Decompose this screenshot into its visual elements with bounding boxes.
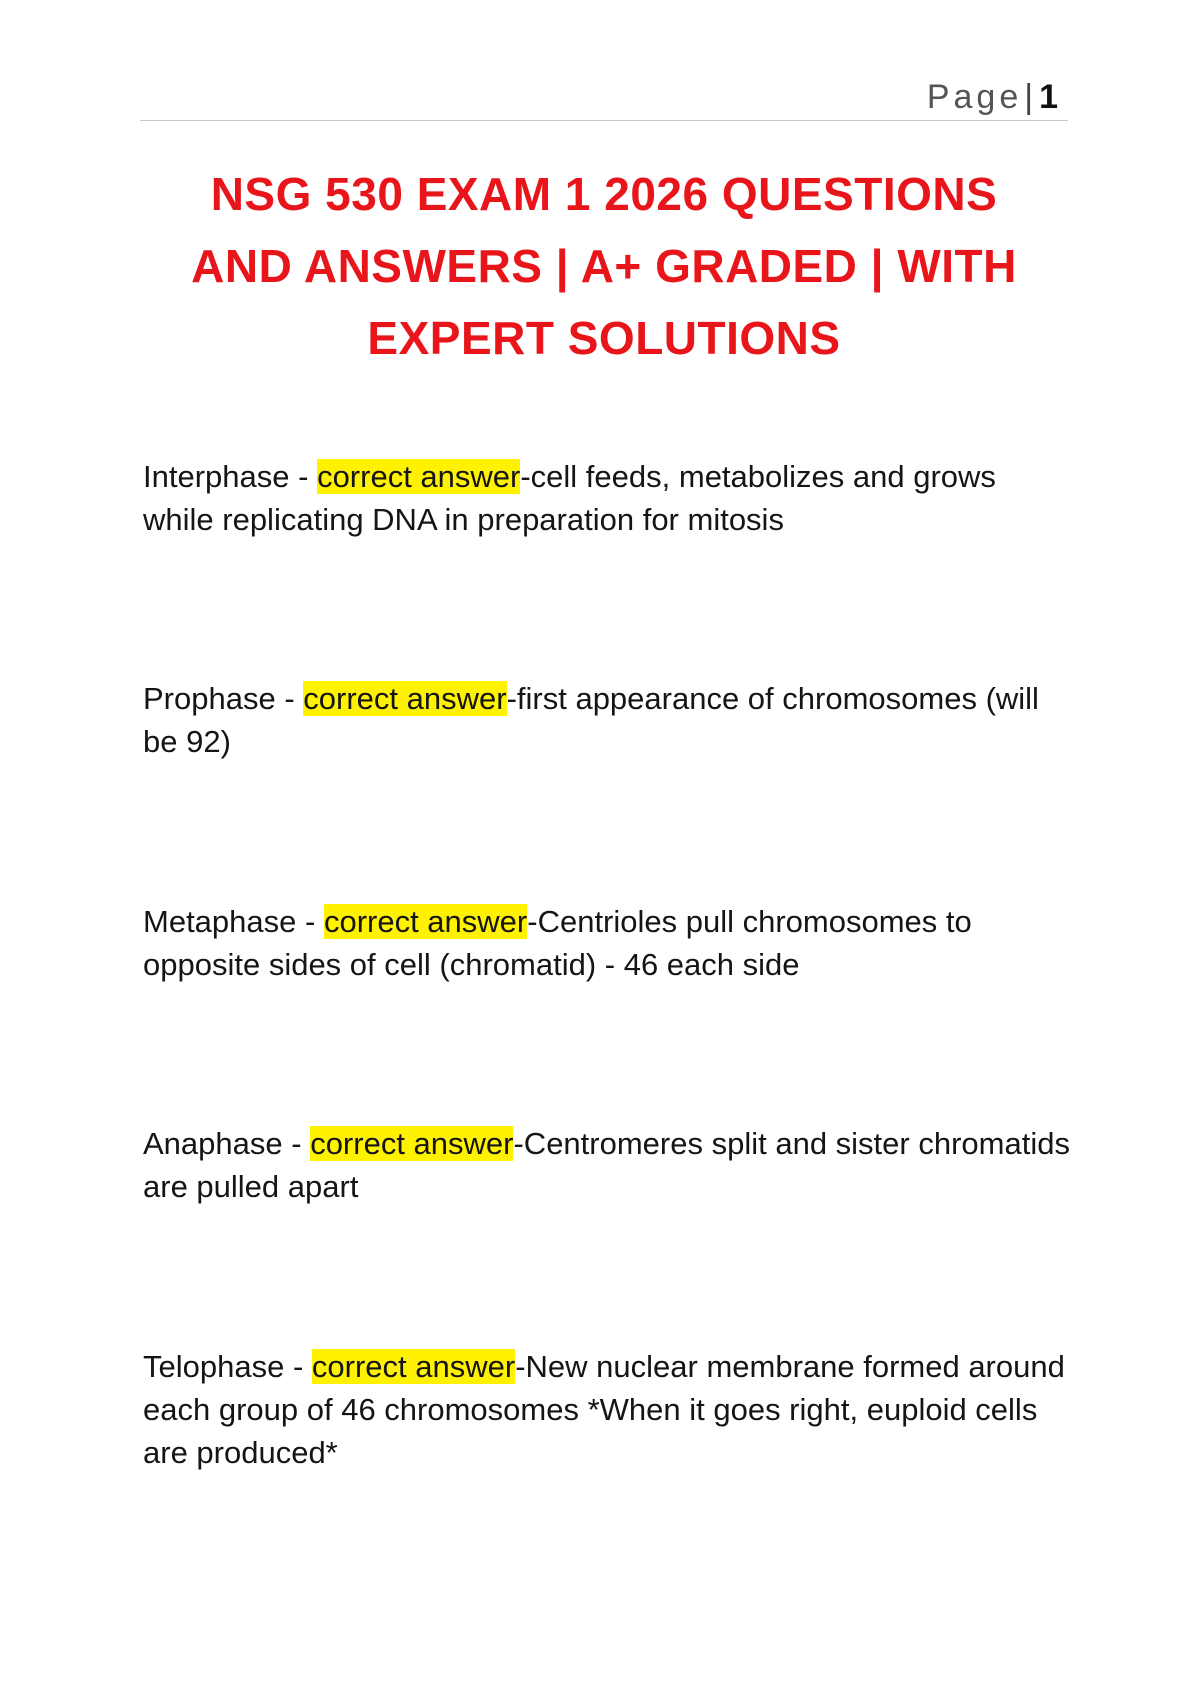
qa-item-telophase: [143, 1345, 1073, 1474]
qa-item-prophase: [143, 677, 1073, 763]
page-number-label: [927, 78, 1058, 117]
page-word: Page: [926, 78, 1023, 116]
qa-dash: -: [296, 904, 324, 939]
qa-term: Interphase: [143, 459, 290, 494]
document-title: [140, 158, 1068, 374]
page-header: [140, 72, 1068, 121]
correct-answer-highlight: correct answer: [317, 459, 521, 494]
page-separator: |: [1024, 78, 1034, 116]
qa-term: Metaphase: [143, 904, 297, 939]
qa-term: Prophase: [143, 681, 276, 716]
qa-term: Telophase: [143, 1349, 285, 1384]
title-line-3: EXPERT SOLUTIONS: [367, 312, 841, 364]
correct-answer-highlight: correct answer: [303, 681, 507, 716]
qa-answer: -cell feeds, metabolizes and grows while replicating DNA in preparation for mitosis: [143, 459, 996, 537]
page-number: 1: [1039, 78, 1058, 116]
qa-dash: -: [282, 1126, 311, 1161]
qa-dash: -: [284, 1349, 312, 1384]
qa-answer: -first appearance of chromosomes (will be 92): [143, 681, 1039, 759]
qa-answer: -New nuclear membrane formed around each group of 46 chromosomes *When it goes right, euploid cells are produced*: [143, 1349, 1065, 1470]
correct-answer-highlight: correct answer: [310, 1126, 514, 1161]
qa-item-anaphase: [143, 1122, 1073, 1208]
qa-answer: -Centromeres split and sister chromatids are pulled apart: [143, 1126, 1070, 1204]
qa-answer: -Centrioles pull chromosomes to opposite sides of cell (chromatid) - 46 each side: [143, 904, 972, 982]
qa-dash: -: [275, 681, 304, 716]
correct-answer-highlight: correct answer: [323, 904, 528, 939]
title-line-1: NSG 530 EXAM 1 2026 QUESTIONS: [210, 168, 998, 220]
title-line-2: AND ANSWERS | A+ GRADED | WITH: [191, 240, 1017, 292]
qa-item-interphase: [143, 455, 1073, 541]
qa-term: Anaphase: [143, 1126, 283, 1161]
qa-item-metaphase: [143, 900, 1073, 986]
correct-answer-highlight: correct answer: [311, 1349, 516, 1384]
qa-dash: -: [289, 459, 318, 494]
